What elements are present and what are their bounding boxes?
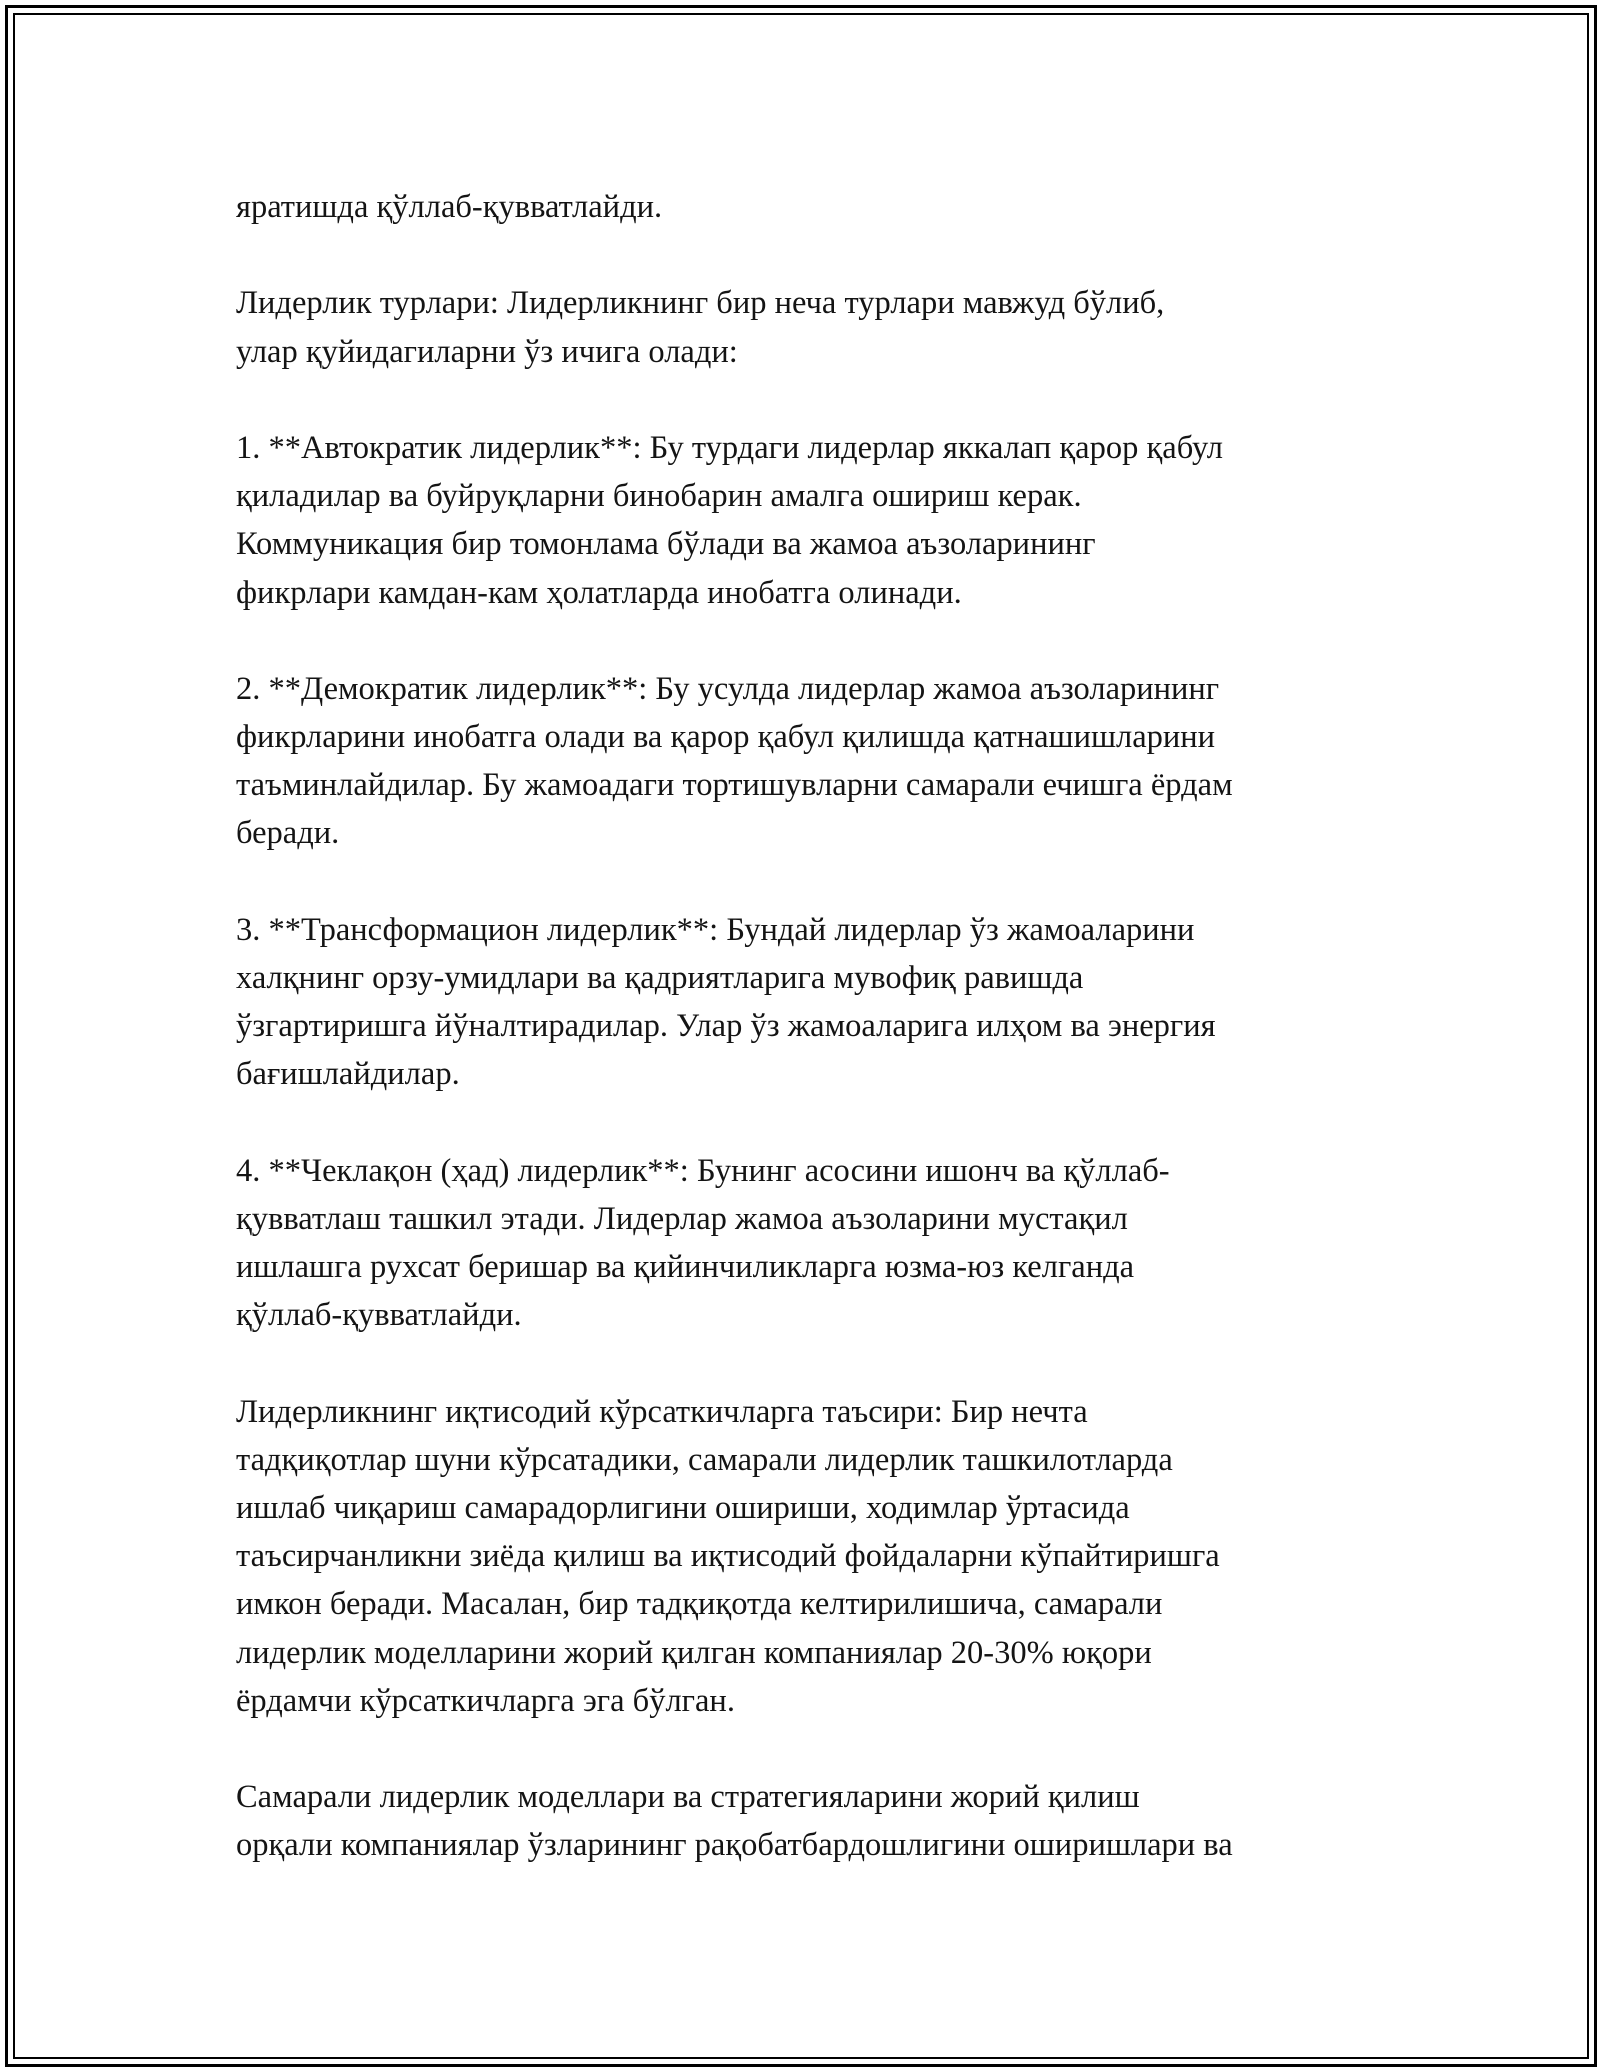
text-line: қувватлаш ташкил этади. Лидерлар жамоа аъзоларини мустақил xyxy=(236,1200,1128,1237)
text-line: 3. **Трансформацион лидерлик**: Бундай лидерлар ўз жамоаларини xyxy=(236,911,1195,948)
text-line: ўзгартиришга йўналтирадилар. Улар ўз жамоаларига илҳом ва энергия xyxy=(236,1008,1216,1045)
text-line: имкон беради. Масалан, бир тадқиқотда келтирилишича, самарали xyxy=(236,1586,1163,1623)
paragraph xyxy=(236,1388,1386,1725)
text-line: ёрдамчи кўрсаткичларга эга бўлган. xyxy=(236,1682,735,1719)
text-line: Коммуникация бир томонлама бўлади ва жамоа аъзоларининг xyxy=(236,526,1096,563)
text-line: 1. **Автократик лидерлик**: Бу турдаги лидерлар яккалап қарор қабул xyxy=(236,429,1224,466)
text-line: Самарали лидерлик моделлари ва стратегияларини жорий қилиш xyxy=(236,1779,1140,1816)
text-line: таъминлайдилар. Бу жамоадаги тортишувларни самарали ечишга ёрдам xyxy=(236,767,1233,804)
text-line: лидерлик моделларини жорий қилган компаниялар 20-30% юқори xyxy=(236,1634,1152,1671)
text-line: тадқиқотлар шуни кўрсатадики, самарали лидерлик ташкилотларда xyxy=(236,1441,1173,1478)
text-line: 4. **Чеклақон (ҳад) лидерлик**: Бунинг асосини ишонч ва қўллаб- xyxy=(236,1152,1170,1189)
paragraph-gap xyxy=(236,1340,1386,1388)
paragraph-gap xyxy=(236,617,1386,665)
paragraph-gap xyxy=(236,858,1386,906)
text-line: улар қуйидагиларни ўз ичига олади: xyxy=(236,333,738,370)
paragraph xyxy=(236,424,1386,617)
paragraph xyxy=(236,183,1386,231)
paragraph xyxy=(236,279,1386,375)
paragraph xyxy=(236,1147,1386,1340)
paragraph-gap xyxy=(236,231,1386,279)
text-line: қиладилар ва буйруқларни бинобарин амалга ошириш керак. xyxy=(236,478,1082,515)
text-line: таъсирчанликни зиёда қилиш ва иқтисодий фойдаларни кўпайтиришга xyxy=(236,1538,1220,1575)
paragraph-gap xyxy=(236,1725,1386,1773)
text-line: 2. **Демократик лидерлик**: Бу усулда лидерлар жамоа аъзоларининг xyxy=(236,670,1220,707)
text-line: ишлаб чиқариш самарадорлигини ошириши, ходимлар ўртасида xyxy=(236,1490,1130,1527)
text-line: Лидерликнинг иқтисодий кўрсаткичларга таъсири: Бир нечта xyxy=(236,1393,1088,1430)
text-line: бағишлайдилар. xyxy=(236,1056,460,1093)
text-line: яратишда қўллаб-қувватлайди. xyxy=(236,189,663,225)
paragraph-gap xyxy=(236,376,1386,424)
paragraph xyxy=(236,1773,1386,1869)
text-line: фикрларини инобатга олади ва қарор қабул қилишда қатнашишларини xyxy=(236,719,1216,756)
text-line: Лидерлик турлари: Лидерликнинг бир неча турлари мавжуд бўлиб, xyxy=(236,285,1165,322)
text-line: халқнинг орзу-умидлари ва қадриятларига мувофиқ равишда xyxy=(236,960,1084,996)
paragraph xyxy=(236,665,1386,858)
document-body xyxy=(236,183,1386,1870)
text-line: фикрлари камдан-кам ҳолатларда инобатга олинади. xyxy=(236,574,962,611)
paragraph xyxy=(236,906,1386,1099)
text-line: ишлашга рухсат беришар ва қийинчиликларга юзма-юз келганда xyxy=(236,1249,1135,1286)
text-line: қўллаб-қувватлайди. xyxy=(236,1297,522,1334)
text-line: беради. xyxy=(236,815,340,852)
text-line: орқали компаниялар ўзларининг рақобатбардошлигини оширишлари ва xyxy=(236,1827,1233,1864)
paragraph-gap xyxy=(236,1099,1386,1147)
